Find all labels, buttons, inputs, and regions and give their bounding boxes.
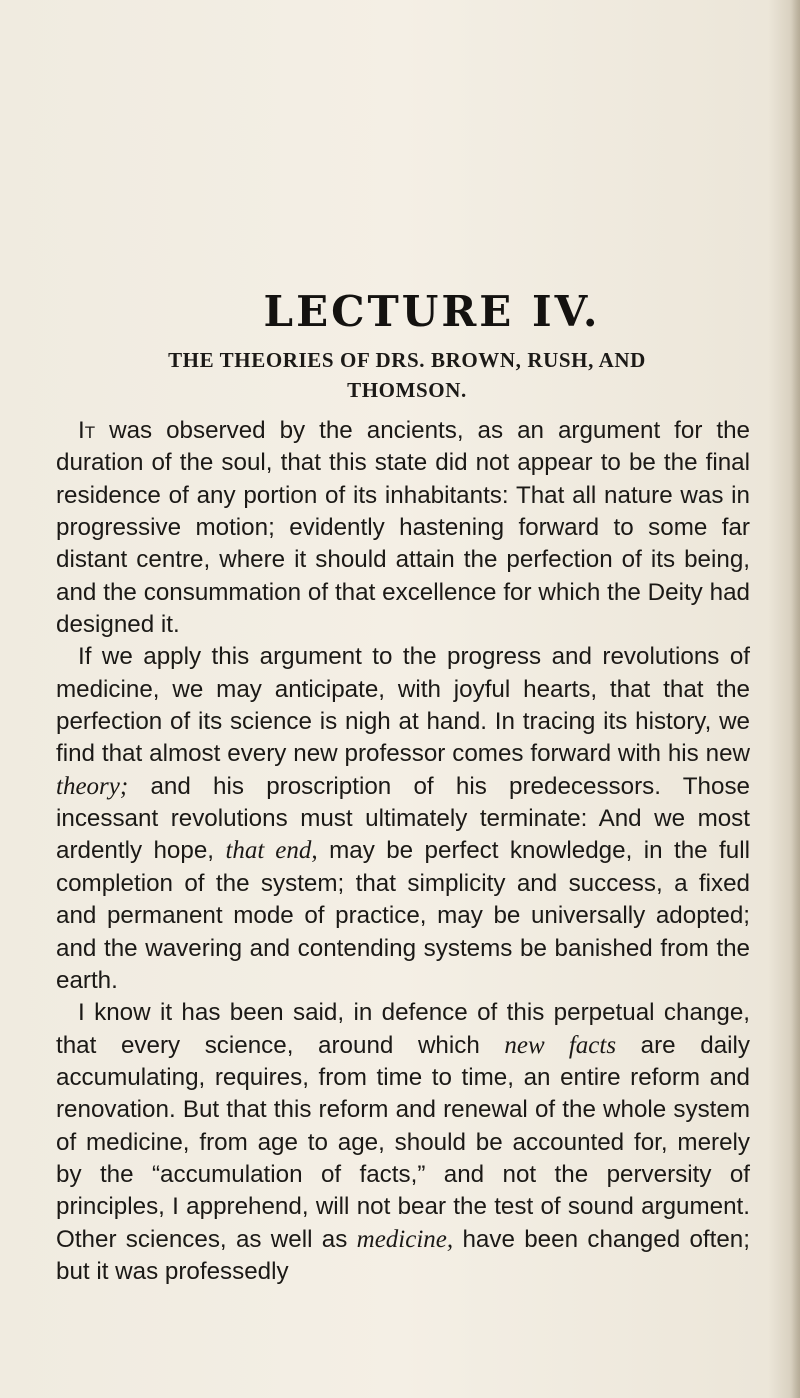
- paragraph-3-text-b: are daily accumulating, requires, from time to time, an entire reform and renovation. But that this reform and renewal of the whole system of medicine, from age to age, should be accounted for, merely by the “accumulation of facts,” and not the perversity of principles, I apprehend, will not bear the test of sound argument. Other sciences, as well as: [56, 1031, 750, 1253]
- paragraph-2-text-c: may be perfect knowledge, in the full completion of the system; that simplicity and success, a fixed and permanent mode of practice, may be universally adopted; and the wavering and contending systems be banished from the earth.: [56, 837, 750, 994]
- paragraph-3: [56, 997, 750, 1288]
- page-content: [56, 287, 750, 1288]
- paragraph-3-text-a: I know it has been said, in defence of this perpetual change, that every science, around which: [56, 999, 750, 1059]
- emphasis-theory: theory;: [56, 772, 129, 800]
- emphasis-new-facts: new facts: [504, 1031, 617, 1059]
- subtitle-line-2: THOMSON.: [347, 378, 467, 402]
- paragraph-1-text: was observed by the ancients, as an argument for the duration of the soul, that this state did not appear to be the final residence of any portion of its inhabitants: That all nature was in progressive motion; evidently hastening forward to some far distant centre, where it should attain the perfection of its being, and the consummation of that excellence for which the Deity had designed it.: [56, 417, 750, 639]
- page-edge-shadow: [790, 0, 800, 1398]
- paragraph-2-text-a: If we apply this argument to the progress and revolutions of medicine, we may anticipate, with joyful hearts, that that the perfection of its science is nigh at hand. In tracing its history, we find that almost every new professor comes forward with his new: [56, 643, 750, 768]
- chapter-subtitle: [64, 345, 750, 405]
- emphasis-that-end: that end,: [225, 837, 318, 865]
- emphasis-medicine: medicine,: [356, 1225, 454, 1253]
- paragraph-1: [56, 415, 750, 641]
- paragraph-3-text-c: have been changed often; but it was professedly: [56, 1225, 750, 1285]
- lecture-title: LECTURE IV.: [263, 287, 601, 336]
- paragraph-2-text-b: and his proscription of his predecessors. Those incessant revolutions must ultimately terminate: And we most ardently hope,: [56, 772, 750, 865]
- paragraph-2: [56, 641, 750, 997]
- paragraph-1-lead: It: [78, 417, 96, 444]
- subtitle-line-1: THE THEORIES OF DRS. BROWN, RUSH, AND: [168, 348, 646, 372]
